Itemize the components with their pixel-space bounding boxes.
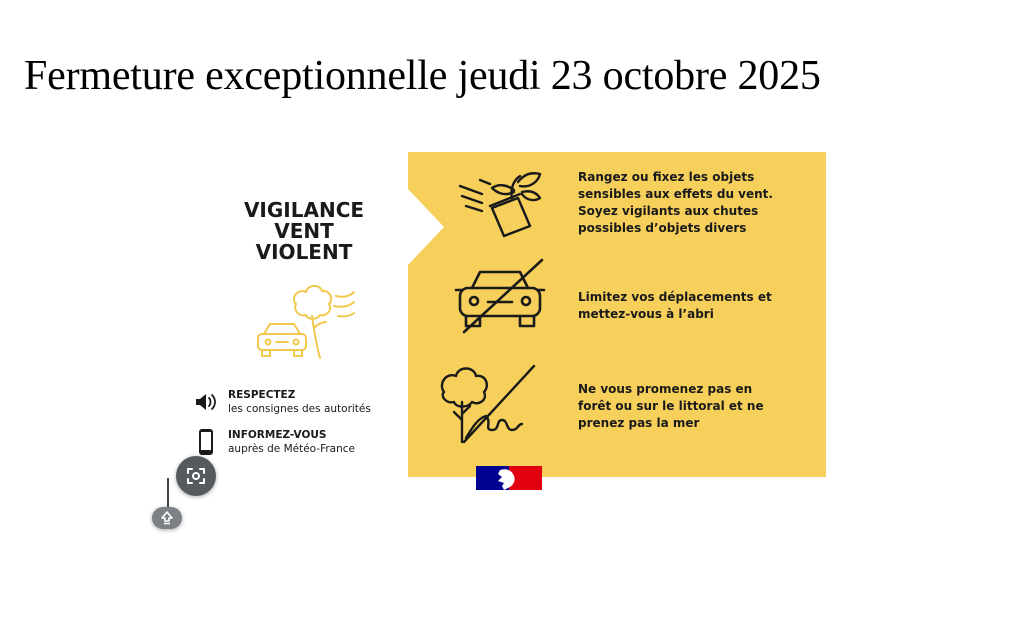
advice-line: forêt ou sur le littoral et ne xyxy=(578,399,764,413)
action-informez xyxy=(192,428,355,456)
advice-line: possibles d’objets divers xyxy=(578,221,747,235)
action-subtext: auprès de Météo-France xyxy=(228,443,355,455)
action-heading: INFORMEZ-VOUS xyxy=(228,429,327,441)
upload-arrow-icon xyxy=(160,511,174,525)
action-respectez xyxy=(192,388,371,416)
advice-line: Rangez ou fixez les objets xyxy=(578,170,755,184)
advice-3-text xyxy=(578,381,808,432)
no-forest-walk-icon xyxy=(436,362,556,449)
action-subtext: les consignes des autorités xyxy=(228,403,371,415)
screenshot-icon xyxy=(185,465,207,487)
panel-notch xyxy=(408,189,444,265)
vigilance-title-line-3: VIOLENT xyxy=(255,240,353,264)
advice-2-text xyxy=(578,289,808,323)
connector-line xyxy=(167,478,169,508)
republique-francaise-logo xyxy=(476,466,542,490)
advice-line: Soyez vigilants aux chutes xyxy=(578,204,759,218)
advice-line: mettez-vous à l’abri xyxy=(578,307,714,321)
advice-panel xyxy=(408,152,826,477)
blown-plant-pot-icon xyxy=(458,168,558,245)
no-car-icon xyxy=(454,256,550,341)
vigilance-title xyxy=(222,200,386,263)
wind-car-tree-illustration xyxy=(250,276,360,367)
upload-button[interactable] xyxy=(152,507,182,529)
advice-1-text xyxy=(578,169,808,237)
speaker-icon xyxy=(192,388,220,416)
advice-line: prenez pas la mer xyxy=(578,416,700,430)
action-heading: RESPECTEZ xyxy=(228,389,296,401)
advice-line: sensibles aux effets du vent. xyxy=(578,187,773,201)
screenshot-tool-button[interactable] xyxy=(176,456,216,496)
advice-line: Ne vous promenez pas en xyxy=(578,382,753,396)
advice-line: Limitez vos déplacements et xyxy=(578,290,772,304)
vigilance-title-line-2: VENT xyxy=(274,219,334,243)
left-panel xyxy=(186,150,408,480)
vigilance-title-line-1: VIGILANCE xyxy=(243,198,365,222)
page-title: Fermeture exceptionnelle jeudi 23 octobre 2025 xyxy=(24,53,821,99)
phone-icon xyxy=(192,428,220,456)
